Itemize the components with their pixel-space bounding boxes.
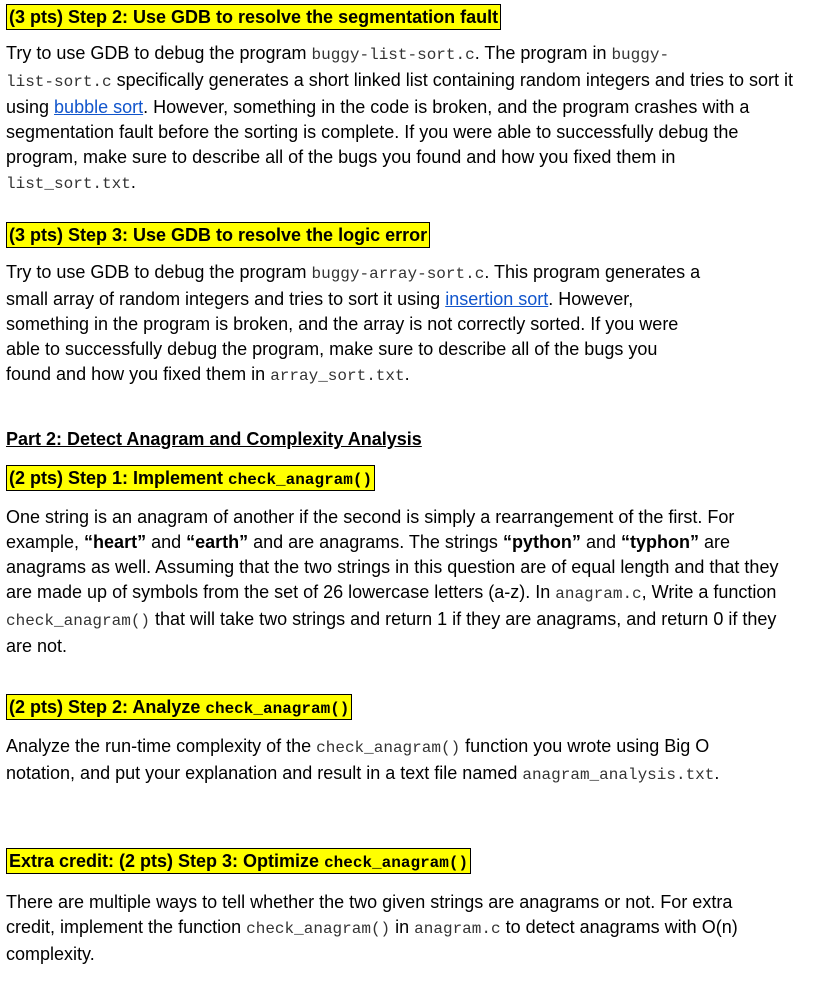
code-buggy-list-sort: buggy-list-sort.c bbox=[311, 46, 475, 64]
step1-anagram-heading bbox=[6, 465, 375, 491]
code-list-sort-suffix: list-sort.c bbox=[6, 73, 112, 91]
step3-gdb-heading-text: (3 pts) Step 3: Use GDB to resolve the logic error bbox=[9, 225, 428, 245]
step3-extra-heading-text: Extra credit: (2 pts) Step 3: Optimize bbox=[9, 851, 325, 871]
step2-gdb-heading-text: (3 pts) Step 2: Use GDB to resolve the segmentation fault bbox=[9, 7, 499, 27]
text-run: and are anagrams. The strings bbox=[248, 532, 503, 552]
text-run: and bbox=[580, 532, 621, 552]
code-buggy-prefix: buggy- bbox=[611, 46, 670, 64]
example-typhon: “typhon” bbox=[620, 532, 699, 552]
text-run: . This program generates a small array of random integers and tries to sort it using bbox=[6, 262, 701, 309]
text-run: specifically generates a short linked list containing random integers and tries to sort it using bbox=[6, 70, 793, 117]
text-run: One string is an anagram of another if the second is simply a rearrangement of the first. For example, bbox=[6, 507, 735, 552]
code-array-sort-txt: array_sort.txt bbox=[270, 367, 405, 385]
text-run: . bbox=[130, 172, 136, 192]
code-check-anagram: check_anagram() bbox=[246, 920, 391, 938]
insertion-sort-link[interactable]: insertion sort bbox=[445, 289, 549, 309]
step3-extra-heading bbox=[6, 848, 471, 874]
step2-gdb-paragraph bbox=[6, 41, 802, 197]
step2-gdb-heading bbox=[6, 4, 501, 30]
code-buggy-array-sort: buggy-array-sort.c bbox=[311, 265, 485, 283]
text-run: . However, something in the code is broken, and the program crashes with a segmentation fault before the sorting is complete. If you were able to successfully debug the program, make sure to describe all of the bugs you found and how you fixed them in bbox=[6, 97, 750, 167]
step2-anagram-heading-text: (2 pts) Step 2: Analyze bbox=[9, 697, 206, 717]
text-run: . However, something in the program is broken, and the array is not correctly sorted. If you were able to successfully debug the program, make sure to describe all of the bugs you found and how you fixed them in bbox=[6, 289, 679, 384]
step1-anagram-paragraph bbox=[6, 505, 802, 659]
text-run: are anagrams as well. Assuming that the two strings in this question are of equal length and that they are made up of symbols from the set of 26 lowercase letters (a-z). In bbox=[6, 532, 779, 602]
text-run: and bbox=[146, 532, 187, 552]
bubble-sort-link[interactable]: bubble sort bbox=[54, 97, 144, 117]
example-earth: “earth” bbox=[186, 532, 249, 552]
step3-gdb-heading bbox=[6, 222, 430, 248]
step3-extra-heading-code: check_anagram() bbox=[324, 854, 469, 872]
code-anagram-c: anagram.c bbox=[555, 585, 642, 603]
step2-anagram-heading-code: check_anagram() bbox=[205, 700, 350, 718]
step3-extra-paragraph bbox=[6, 890, 776, 967]
text-run: . bbox=[404, 364, 410, 384]
code-anagram-analysis-txt: anagram_analysis.txt bbox=[522, 766, 715, 784]
text-run: that will take two strings and return 1 if they are anagrams, and return 0 if they are not. bbox=[6, 609, 777, 656]
code-list-sort-txt: list_sort.txt bbox=[6, 175, 131, 193]
step2-anagram-paragraph bbox=[6, 734, 766, 788]
text-run: Try to use GDB to debug the program bbox=[6, 43, 312, 63]
text-run: function you wrote using Big O notation, and put your explanation and result in a text file named bbox=[6, 736, 710, 783]
code-anagram-c: anagram.c bbox=[414, 920, 501, 938]
part2-title: Part 2: Detect Anagram and Complexity Analysis bbox=[6, 429, 422, 449]
text-run: in bbox=[390, 917, 415, 937]
step1-anagram-heading-code: check_anagram() bbox=[228, 471, 373, 489]
example-heart: “heart” bbox=[84, 532, 147, 552]
text-run: There are multiple ways to tell whether the two given strings are anagrams or not. For extra credit, implement the function bbox=[6, 892, 733, 937]
text-run: Analyze the run-time complexity of the bbox=[6, 736, 317, 756]
text-run: . bbox=[714, 763, 720, 783]
code-check-anagram: check_anagram() bbox=[316, 739, 461, 757]
text-run: to detect anagrams with O(n) complexity. bbox=[6, 917, 738, 964]
step1-anagram-heading-text: (2 pts) Step 1: Implement bbox=[9, 468, 229, 488]
step2-anagram-heading bbox=[6, 694, 352, 720]
example-python: “python” bbox=[502, 532, 581, 552]
text-run: , Write a function bbox=[641, 582, 777, 602]
text-run: Try to use GDB to debug the program bbox=[6, 262, 312, 282]
step3-gdb-paragraph bbox=[6, 260, 706, 389]
code-check-anagram: check_anagram() bbox=[6, 612, 151, 630]
text-run: . The program in bbox=[474, 43, 612, 63]
